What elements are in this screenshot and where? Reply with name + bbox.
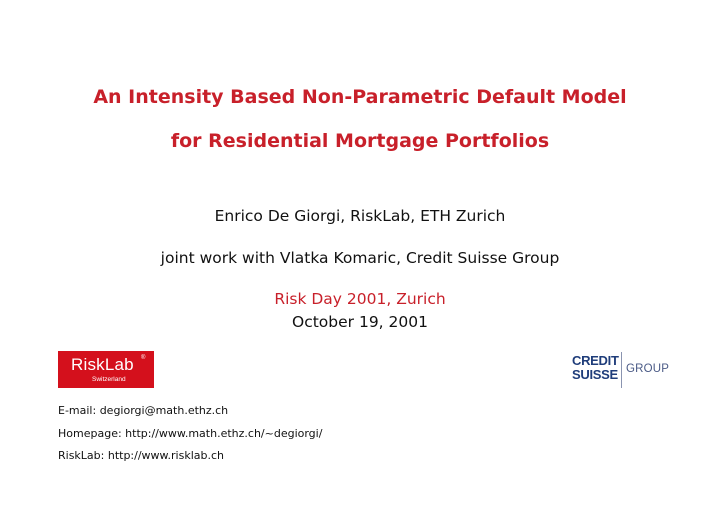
registered-mark-icon: ® [141, 355, 146, 361]
credit-suisse-line-2: SUISSE [572, 367, 618, 382]
risklab-logo-subtitle: Switzerland [92, 376, 126, 383]
title-line-2: for Residential Mortgage Portfolios [170, 130, 550, 152]
credit-suisse-group-label: GROUP [626, 363, 670, 375]
risklab-logo-name: RiskLab [71, 355, 134, 374]
credit-suisse-logo [572, 352, 672, 388]
risklab-logo [58, 351, 154, 388]
credit-suisse-line-1: CREDIT [572, 353, 619, 368]
credit-suisse-wordmark [572, 354, 619, 382]
contact-email: E-mail: degiorgi@math.ethz.ch [58, 404, 229, 417]
title-line-1: An Intensity Based Non-Parametric Default Model [93, 86, 627, 108]
event-line: Risk Day 2001, Zurich [274, 290, 446, 308]
contact-homepage: Homepage: http://www.math.ethz.ch/~degiorgi/ [58, 427, 323, 440]
contact-risklab: RiskLab: http://www.risklab.ch [58, 449, 225, 462]
logo-divider [621, 352, 622, 388]
joint-work-line: joint work with Vlatka Komaric, Credit Suisse Group [160, 249, 560, 267]
date-line: October 19, 2001 [292, 313, 428, 331]
author-line: Enrico De Giorgi, RiskLab, ETH Zurich [214, 207, 506, 225]
